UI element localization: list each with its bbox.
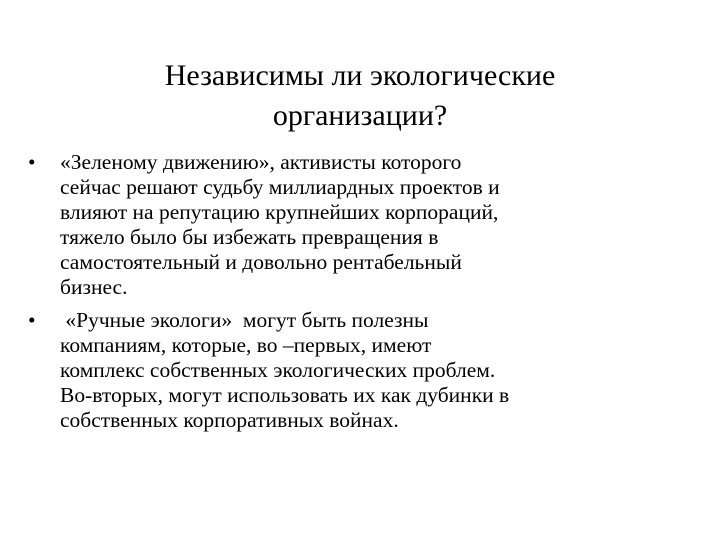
bullet-text-line: комплекс собственных экологических проблем.	[60, 358, 496, 382]
bullet-text-line: Во-вторых, могут использовать их как дубинки в	[60, 383, 510, 407]
slide-title	[60, 56, 660, 136]
bullet-item-green-movement	[28, 150, 708, 300]
bullet-text-line: компаниям, которые, во –первых, имеют	[60, 333, 432, 357]
bullet-text-line: сейчас решают судьбу миллиардных проектов и	[60, 175, 500, 199]
bullet-icon: •	[28, 308, 36, 332]
title-line: организации?	[272, 99, 448, 132]
bullet-text-line: бизнес.	[60, 275, 128, 299]
bullet-icon: •	[28, 150, 36, 174]
bullet-text-line: «Зеленому движению», активисты которого	[60, 150, 462, 174]
bullet-text-line: собственных корпоративных войнах.	[60, 408, 399, 432]
bullet-text-line: самостоятельный и довольно рентабельный	[60, 250, 462, 274]
bullet-item-tame-ecologists	[28, 308, 708, 433]
bullet-list	[28, 150, 708, 441]
title-line: Независимы ли экологические	[164, 59, 556, 92]
bullet-text-line: тяжело было бы избежать превращения в	[60, 225, 439, 249]
bullet-text-line: влияют на репутацию крупнейших корпораций,	[60, 200, 499, 224]
bullet-text-line: «Ручные экологи» могут быть полезны	[60, 308, 429, 332]
